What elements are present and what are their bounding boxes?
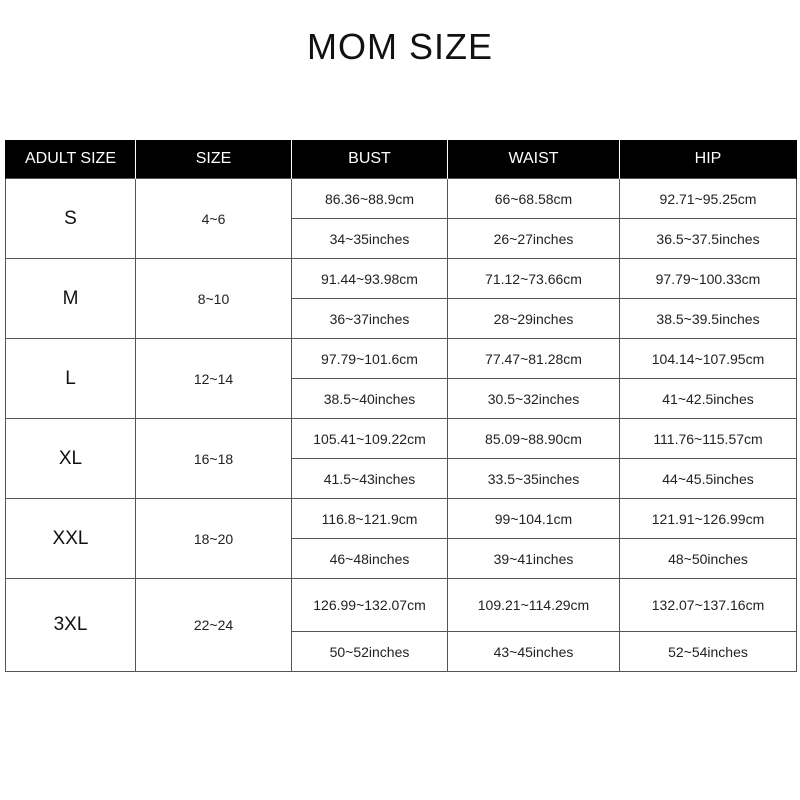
waist-inch-cell: 26~27inches — [448, 219, 620, 259]
hip-inch-cell: 48~50inches — [620, 539, 797, 579]
waist-cm-cell: 66~68.58cm — [448, 179, 620, 219]
header-size: SIZE — [136, 140, 292, 179]
table-row-cm — [6, 499, 797, 539]
waist-inch-cell: 39~41inches — [448, 539, 620, 579]
table-body — [6, 179, 797, 672]
waist-inch-cell: 28~29inches — [448, 299, 620, 339]
table-row-cm — [6, 419, 797, 459]
hip-cm-cell: 92.71~95.25cm — [620, 179, 797, 219]
table-header — [6, 140, 797, 179]
waist-inch-cell: 30.5~32inches — [448, 379, 620, 419]
header-hip: HIP — [620, 140, 797, 179]
header-waist: WAIST — [448, 140, 620, 179]
page-title: MOM SIZE — [307, 26, 493, 67]
size-range-cell: 8~10 — [136, 259, 292, 339]
hip-cm-cell: 132.07~137.16cm — [620, 579, 797, 632]
table-row-cm — [6, 259, 797, 299]
waist-cm-cell: 71.12~73.66cm — [448, 259, 620, 299]
size-range-cell: 18~20 — [136, 499, 292, 579]
table-row-cm — [6, 339, 797, 379]
hip-cm-cell: 121.91~126.99cm — [620, 499, 797, 539]
size-range-cell: 4~6 — [136, 179, 292, 259]
waist-inch-cell: 43~45inches — [448, 632, 620, 672]
header-bust: BUST — [292, 140, 448, 179]
hip-cm-cell: 104.14~107.95cm — [620, 339, 797, 379]
bust-cm-cell: 97.79~101.6cm — [292, 339, 448, 379]
header-adult-size: ADULT SIZE — [6, 140, 136, 179]
waist-inch-cell: 33.5~35inches — [448, 459, 620, 499]
hip-inch-cell: 41~42.5inches — [620, 379, 797, 419]
bust-inch-cell: 46~48inches — [292, 539, 448, 579]
adult-size-cell: M — [6, 259, 136, 339]
bust-inch-cell: 50~52inches — [292, 632, 448, 672]
adult-size-cell: 3XL — [6, 579, 136, 672]
size-range-cell: 22~24 — [136, 579, 292, 672]
hip-cm-cell: 97.79~100.33cm — [620, 259, 797, 299]
hip-inch-cell: 36.5~37.5inches — [620, 219, 797, 259]
bust-cm-cell: 126.99~132.07cm — [292, 579, 448, 632]
bust-cm-cell: 116.8~121.9cm — [292, 499, 448, 539]
bust-cm-cell: 86.36~88.9cm — [292, 179, 448, 219]
hip-inch-cell: 44~45.5inches — [620, 459, 797, 499]
waist-cm-cell: 85.09~88.90cm — [448, 419, 620, 459]
size-range-cell: 16~18 — [136, 419, 292, 499]
adult-size-cell: XXL — [6, 499, 136, 579]
bust-cm-cell: 105.41~109.22cm — [292, 419, 448, 459]
bust-cm-cell: 91.44~93.98cm — [292, 259, 448, 299]
size-range-cell: 12~14 — [136, 339, 292, 419]
waist-cm-cell: 99~104.1cm — [448, 499, 620, 539]
table-row-cm — [6, 179, 797, 219]
waist-cm-cell: 77.47~81.28cm — [448, 339, 620, 379]
hip-inch-cell: 52~54inches — [620, 632, 797, 672]
hip-inch-cell: 38.5~39.5inches — [620, 299, 797, 339]
adult-size-cell: L — [6, 339, 136, 419]
size-chart-table — [5, 140, 797, 672]
bust-inch-cell: 36~37inches — [292, 299, 448, 339]
bust-inch-cell: 34~35inches — [292, 219, 448, 259]
waist-cm-cell: 109.21~114.29cm — [448, 579, 620, 632]
adult-size-cell: XL — [6, 419, 136, 499]
adult-size-cell: S — [6, 179, 136, 259]
header-row — [6, 140, 797, 179]
hip-cm-cell: 111.76~115.57cm — [620, 419, 797, 459]
table-row-cm — [6, 579, 797, 632]
bust-inch-cell: 41.5~43inches — [292, 459, 448, 499]
bust-inch-cell: 38.5~40inches — [292, 379, 448, 419]
